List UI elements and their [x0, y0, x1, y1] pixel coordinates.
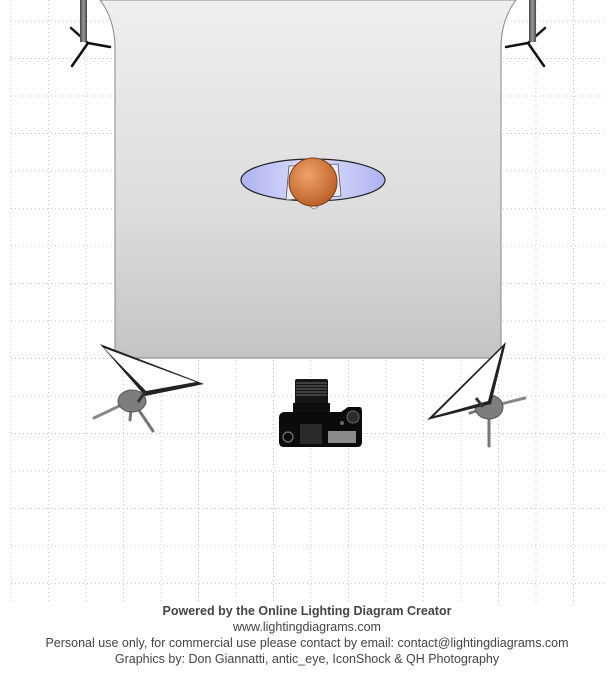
camera-icon — [279, 379, 362, 447]
background-stand-pole — [529, 0, 536, 42]
background-stand-icon — [506, 28, 545, 66]
license-text: Personal use only, for commercial use please contact by email: contact@lightingdiagrams.com — [45, 636, 569, 650]
powered-by-text: Powered by the Online Lighting Diagram Creator — [162, 604, 452, 618]
graphics-credits-text: Graphics by: Don Giannatti, antic_eye, IconShock & QH Photography — [114, 652, 500, 666]
website-link[interactable]: www.lightingdiagrams.com — [233, 620, 381, 634]
background-stand-pole — [80, 0, 87, 42]
background-stand-icon — [71, 28, 110, 66]
credits-footer — [0, 603, 614, 667]
